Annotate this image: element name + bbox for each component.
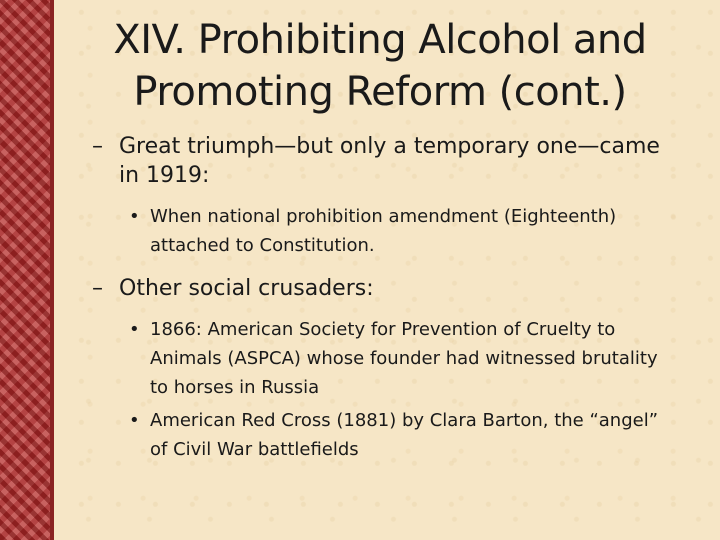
point-2-subpoint-2 <box>92 406 677 464</box>
point-2-text: Other social crusaders: <box>119 276 374 301</box>
bullet-marker: • <box>129 206 140 227</box>
subpoint-text: 1866: American Society for Prevention of Cruelty to Animals (ASPCA) whose founder had witnessed brutality to horses in Russia <box>150 319 658 398</box>
subpoint-text: When national prohibition amendment (Eighteenth) attached to Constitution. <box>150 206 617 256</box>
decorative-border <box>0 0 54 540</box>
dash-marker: – <box>92 134 103 159</box>
slide-title <box>70 14 690 118</box>
bullet-marker: • <box>129 319 140 340</box>
title-line-2: Promoting Reform (cont.) <box>133 69 627 115</box>
slide-body <box>92 132 677 468</box>
subpoint-text: American Red Cross (1881) by Clara Barton, the “angel” of Civil War battlefields <box>150 410 659 460</box>
bullet-marker: • <box>129 410 140 431</box>
point-1 <box>92 132 677 190</box>
dash-marker: – <box>92 276 103 301</box>
point-1-text: Great triumph—but only a temporary one—came in 1919: <box>119 134 660 188</box>
point-1-subpoint-1 <box>92 202 677 260</box>
point-2-subpoint-1 <box>92 315 677 402</box>
title-line-1: XIV. Prohibiting Alcohol and <box>113 17 647 63</box>
point-2 <box>92 274 677 303</box>
